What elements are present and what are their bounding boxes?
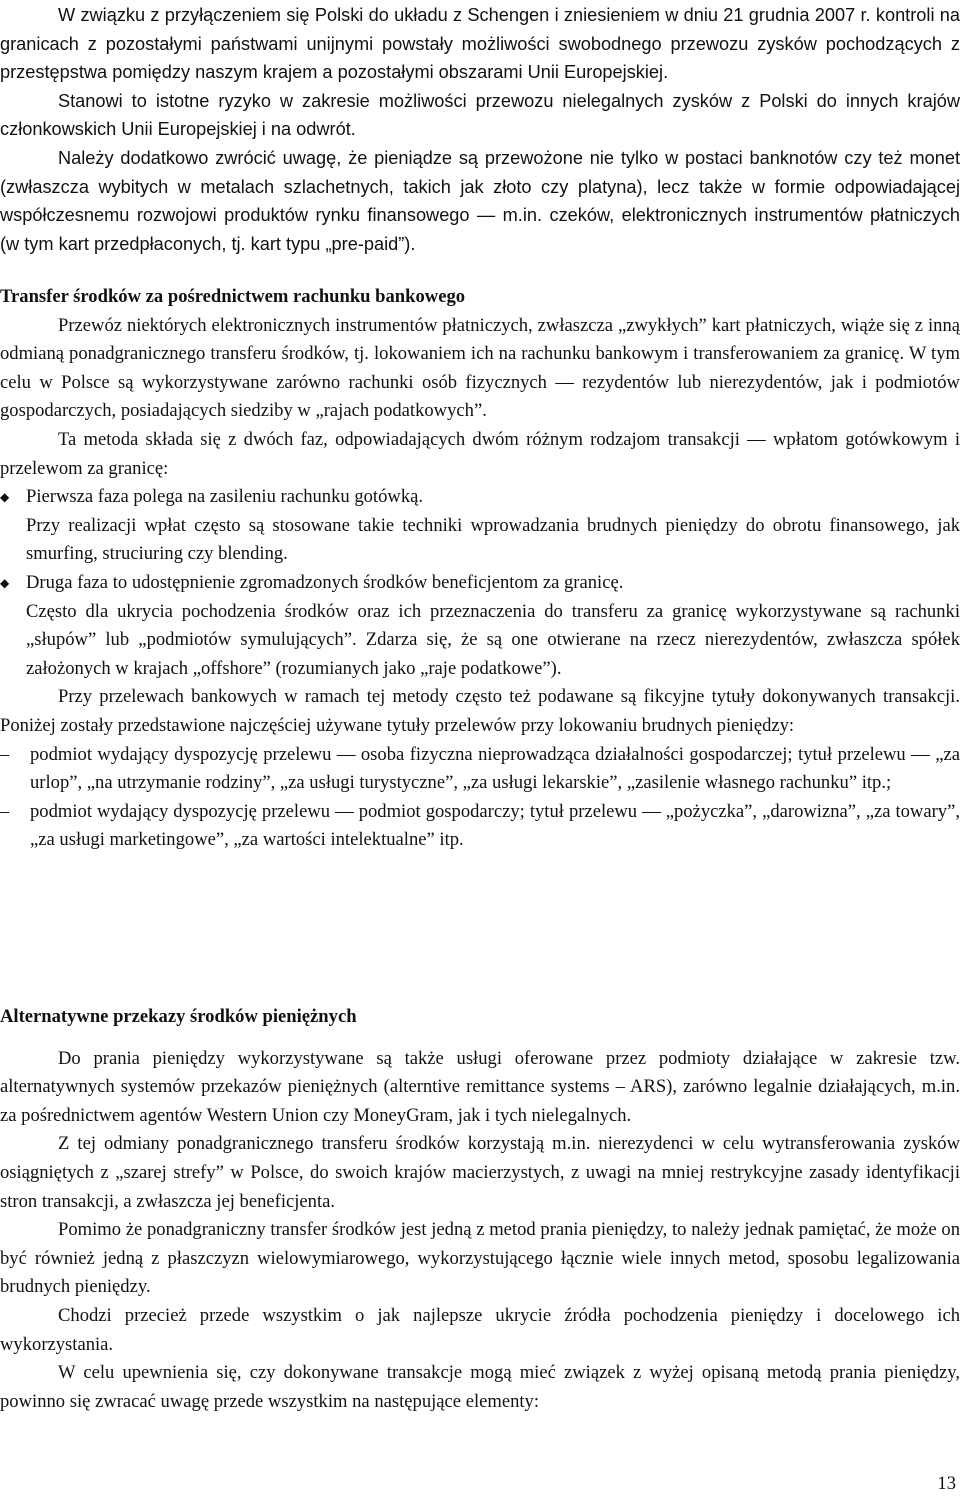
paragraph-two-phases: Ta metoda składa się z dwóch faz, odpowiadających dwóm różnym rodzajom transakcji — wpłatom gotówkowym i przelewom za granicę: — [0, 428, 960, 479]
paragraph-elements: W celu upewnienia się, czy dokonywane transakcje mogą mieć związek z wyżej opisaną metodą prania pieniędzy, powinno się zwracać uwagę przede wszystkim na następujące elementy: — [0, 1362, 960, 1412]
paragraph-cards: Przewóz niektórych elektronicznych instrumentów płatniczych, zwłaszcza „zwykłych” kart płatniczych, wiąże się z inną odmianą ponadgranicznego transferu środków, tj. lokowaniem ich na rachunku bankowym i transferowaniem za granicę. W tym celu w Polsce są wykorzystywane zarówno rachunki osób fizycznych — rezydentów lub nierezydentów, jak i podmiotów gospodarczych, posiadających siedziby w „rajach podatkowych”. — [0, 314, 960, 422]
bullet-phase-two-text: Druga faza to udostępnienie zgromadzonych środków beneficjentom za granicę. — [26, 571, 624, 593]
bullet-phase-one — [0, 483, 960, 512]
section-heading-alternative: Alternatywne przekazy środków pieniężnych — [0, 1006, 357, 1027]
dash-item-individual-text: podmiot wydający dyspozycję przelewu — osoba fizyczna nieprowadząca działalności gospodarczej; tytuł przelewu — „za urlop”, „na utrzymanie rodziny”, „za usługi turystyczne”, „za usługi lekarskie”, „zasilenie własnego rachunku” itp.; — [30, 743, 960, 794]
paragraph-transfer-titles: Przy przelewach bankowych w ramach tej metody często też podawane są fikcyjne tytuły dokonywanych transakcji. Poniżej zostały przedstawione najczęściej używane tytuły przelewów przy lokowaniu brudnych pieniędzy: — [0, 686, 960, 736]
bullet-phase-two — [0, 569, 960, 598]
alternative-remittance-section — [0, 1003, 960, 1416]
intro-section — [0, 1, 960, 258]
page-number: 13 — [937, 1473, 956, 1494]
paragraph-multidimensional: Pomimo że ponadgraniczny transfer środków jest jedną z metod prania pieniędzy, to należy jednak pamiętać, że może on być również jedną z płaszczyzn wielowymiarowego, wykorzystującego łącznie wiele innych metod, sposobu legalizowania brudnych pieniędzy. — [0, 1219, 960, 1298]
bullet-diamond-icon: ◆ — [0, 575, 10, 590]
dash-item-individual — [0, 741, 960, 798]
paragraph-ars: Do prania pieniędzy wykorzystywane są także usługi oferowane przez podmioty działające w zakresie tzw. alternatywnych systemów przekazów pieniężnych (alterntive remittance systems – ARS), zarówno legalnie działających, m.in. za pośrednictwem agentów Western Union czy MoneyGram, jak i tych nielegalnych. — [0, 1047, 960, 1126]
paragraph-instruments: Należy dodatkowo zwrócić uwagę, że pieniądze są przewożone nie tylko w postaci banknotów czy też monet (zwłaszcza wybitych w metalach szlachetnych, takich jak złoto czy platyna), lecz także w formie odpowiadającej współczesnemu rozwojowi produktów rynku finansowego — m.in. czeków, elektronicznych instrumentów płatniczych (w tym kart przedpłaconych, tj. kart typu „pre-paid”). — [0, 147, 960, 254]
paragraph-concealment: Chodzi przecież przede wszystkim o jak najlepsze ukrycie źródła pochodzenia pieniędzy i docelowego ich wykorzystania. — [0, 1304, 960, 1355]
paragraph-nonresidents: Z tej odmiany ponadgranicznego transferu środków korzystają m.in. nierezydenci w celu wytransferowania zysków osiągniętych z „szarej strefy” w Polsce, do swoich krajów macierzystych, z uwagi na mniej restrykcyjne zasady identyfikacji stron transakcji, a zwłaszcza jej beneficjenta. — [0, 1133, 960, 1212]
bank-transfer-section — [0, 283, 960, 855]
dash-icon: – — [0, 743, 10, 765]
dash-icon: – — [0, 800, 10, 822]
section-heading-bank-transfer: Transfer środków za pośrednictwem rachunku bankowego — [0, 286, 466, 307]
dash-item-business-text: podmiot wydający dyspozycję przelewu — podmiot gospodarczy; tytuł przelewu — „pożyczka”, „darowizna”, „za towary”, „za usługi marketingowe”, „za wartości intelektualne” itp. — [30, 800, 960, 851]
bullet-phase-one-text: Pierwsza faza polega na zasileniu rachunku gotówką. — [26, 486, 424, 508]
paragraph-risk: Stanowi to istotne ryzyko w zakresie możliwości przewozu nielegalnych zysków z Polski do innych krajów członkowskich Unii Europejskiej i na odwrót. — [0, 90, 960, 140]
bullet-diamond-icon: ◆ — [0, 490, 10, 505]
bullet-phase-one-detail: Przy realizacji wpłat często są stosowane takie techniki wprowadzania brudnych pieniędzy do obrotu finansowego, jak smurfing, struciuring czy blending. — [26, 514, 960, 565]
bullet-phase-two-detail: Często dla ukrycia pochodzenia środków oraz ich przeznaczenia do transferu za granicę wykorzystywane są rachunki „słupów” lub „podmiotów symulujących”. Zdarza się, że są one otwierane na rzecz nierezydentów, zwłaszcza spółek założonych w krajach „offshore” (rozumianych jako „raje podatkowe”). — [26, 600, 960, 679]
paragraph-schengen: W związku z przyłączeniem się Polski do układu z Schengen i zniesieniem w dniu 21 grudnia 2007 r. kontroli na granicach z pozostałymi państwami unijnymi powstały możliwości swobodnego przewozu zysków pochodzących z przestępstwa pomiędzy naszym krajem a pozostałymi obszarami Unii Europejskiej. — [0, 5, 960, 83]
dash-item-business — [0, 798, 960, 855]
